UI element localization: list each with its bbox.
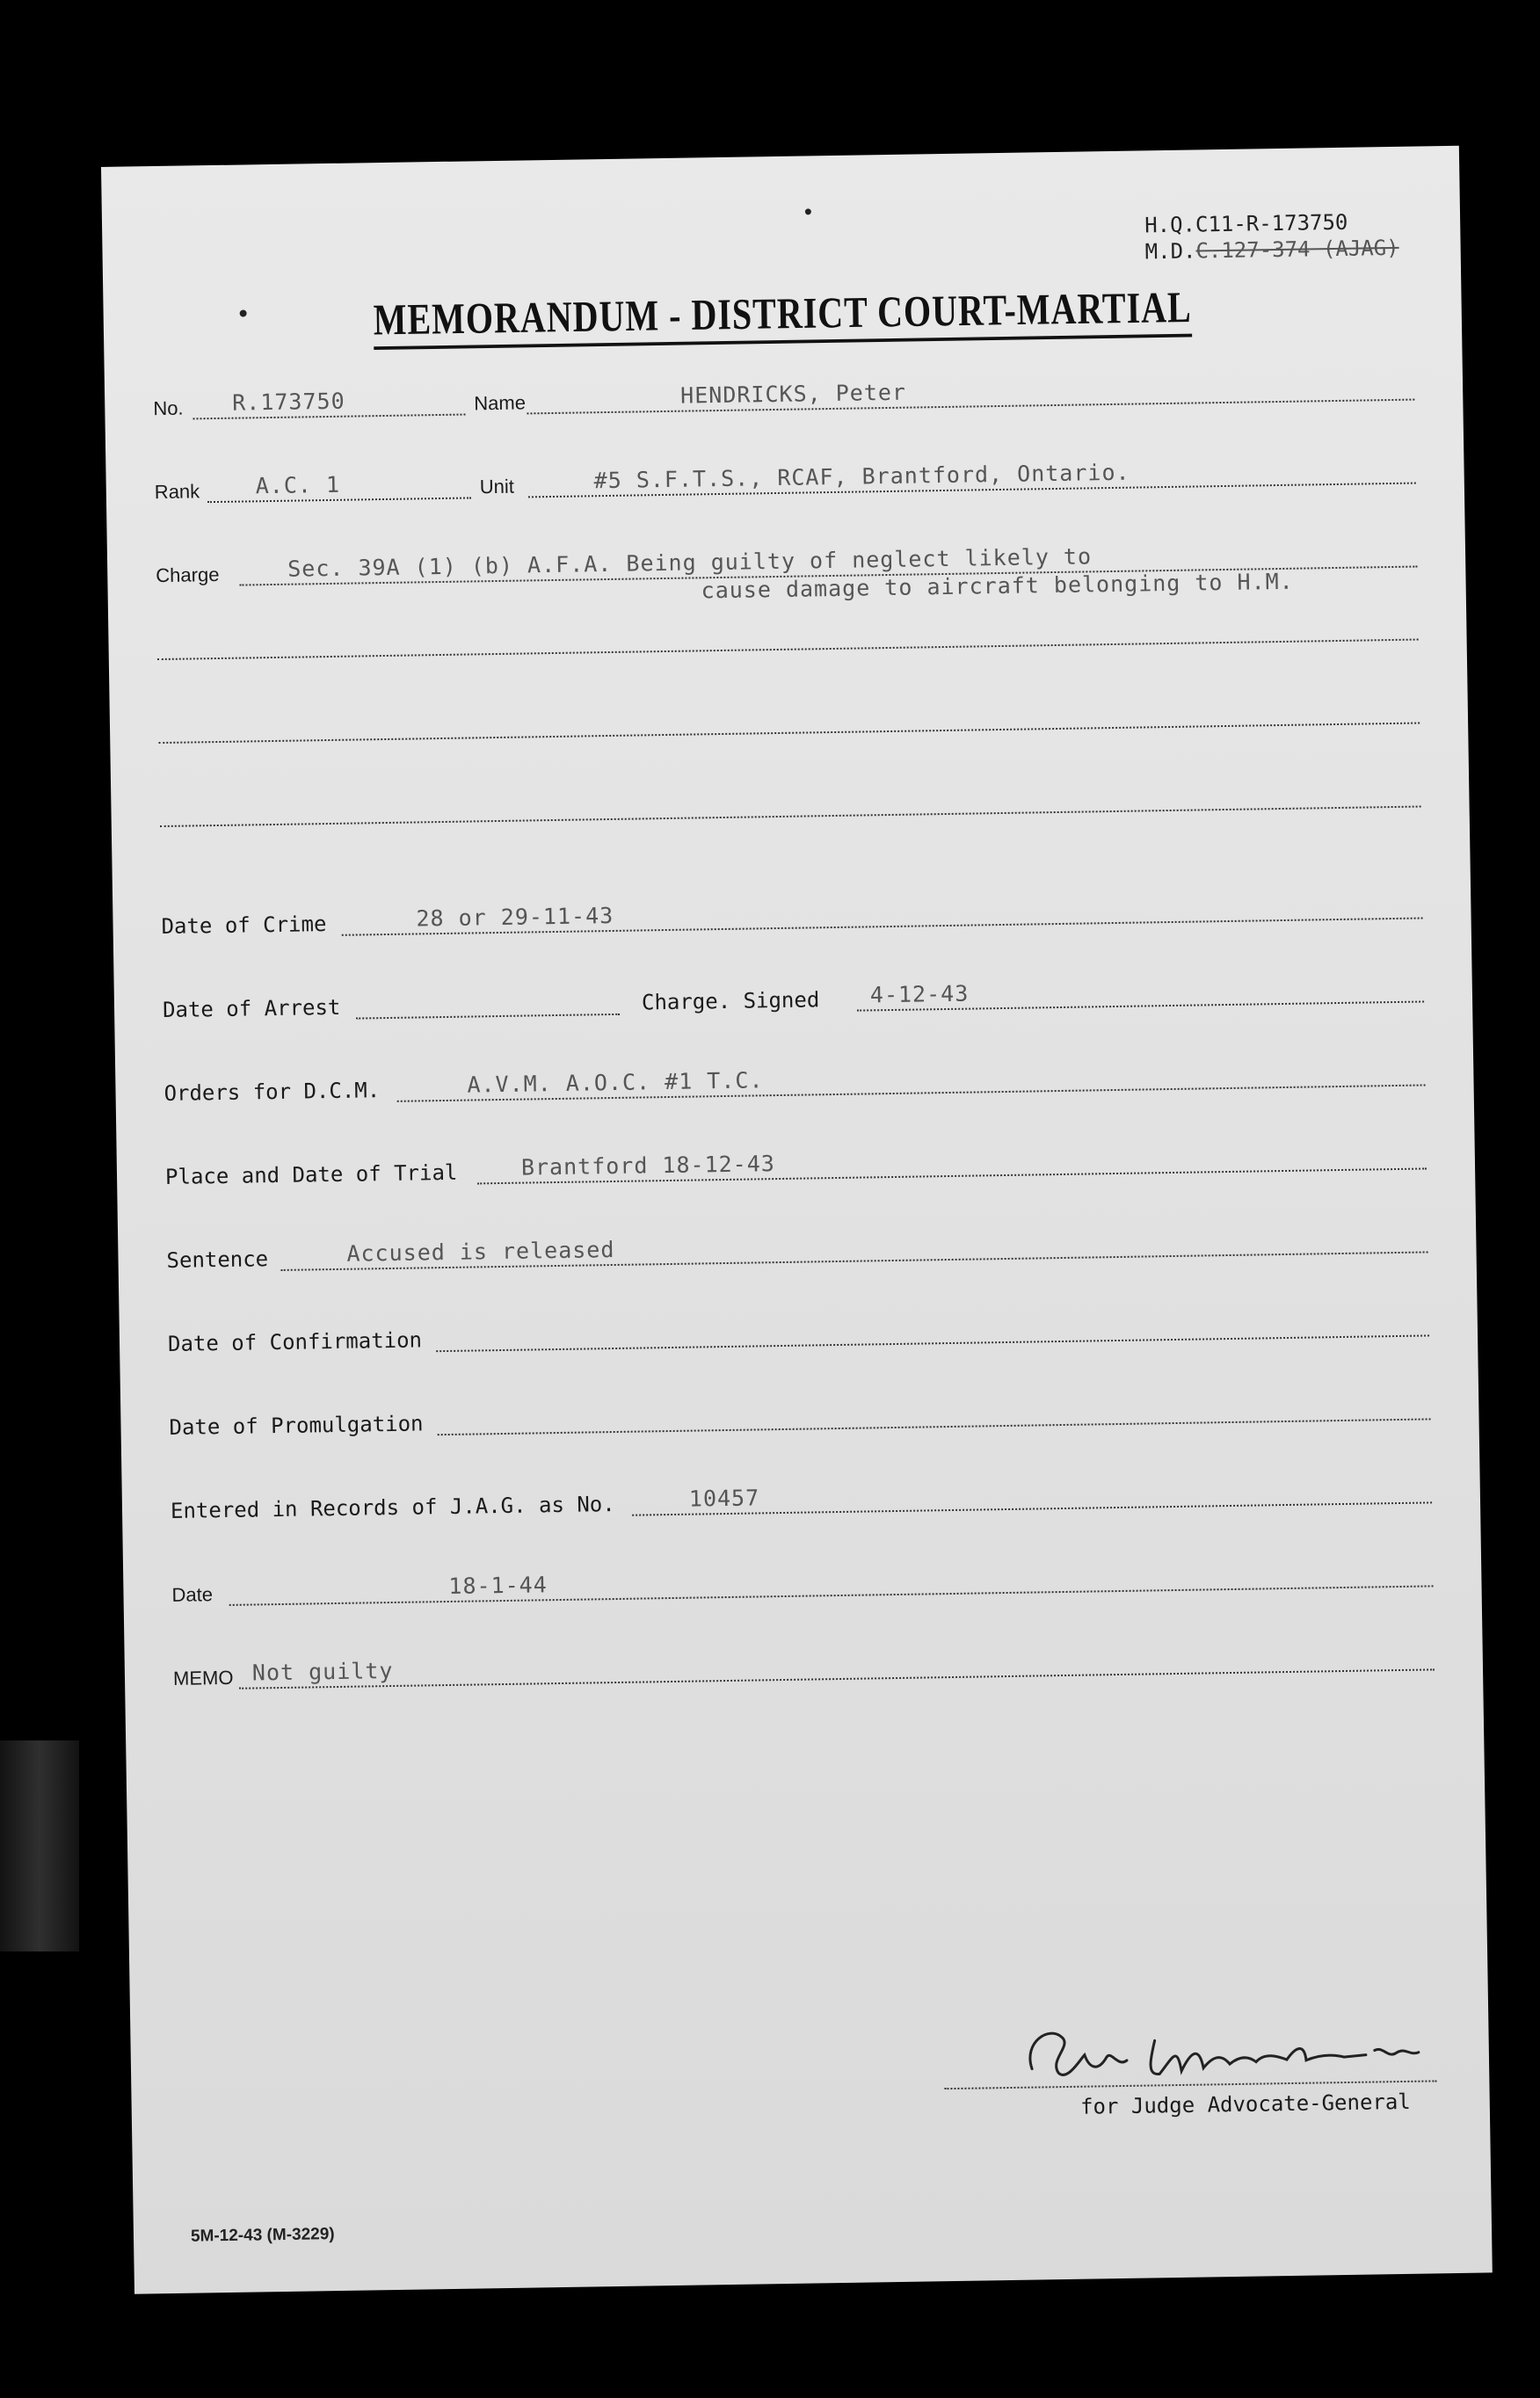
row-sentence bbox=[166, 1223, 1427, 1278]
promulgation-label: Date of Promulgation bbox=[169, 1411, 424, 1440]
paper-speck bbox=[805, 208, 811, 214]
row-charge bbox=[156, 538, 1417, 604]
md-reference-prefix: M.D. bbox=[1144, 238, 1196, 265]
sentence-label: Sentence bbox=[166, 1246, 269, 1273]
date-fill-line bbox=[229, 1585, 1434, 1606]
memorandum-sheet bbox=[101, 146, 1493, 2294]
date-label: Date bbox=[171, 1583, 214, 1606]
row-date bbox=[171, 1557, 1433, 1612]
name-value: HENDRICKS, Peter bbox=[679, 379, 907, 409]
unit-value: #5 S.F.T.S., RCAF, Brantford, Ontario. bbox=[593, 459, 1130, 494]
charge-continuation-line bbox=[158, 723, 1420, 745]
name-fill-line bbox=[527, 399, 1414, 415]
md-reference bbox=[1144, 235, 1398, 265]
reference-numbers bbox=[1144, 208, 1399, 265]
scan-border-artifact bbox=[0, 1740, 79, 1951]
row-rank-unit bbox=[154, 454, 1415, 510]
date-value: 18-1-44 bbox=[448, 1572, 548, 1599]
date-of-crime-label: Date of Crime bbox=[161, 912, 327, 940]
charge-text-line-2: cause damage to aircraft belonging to H.M. bbox=[701, 568, 1294, 604]
service-number: R.173750 bbox=[232, 388, 345, 416]
confirmation-label: Date of Confirmation bbox=[167, 1327, 423, 1356]
jag-record-value: 10457 bbox=[688, 1485, 760, 1512]
number-label: No. bbox=[153, 396, 184, 420]
row-confirmation bbox=[168, 1306, 1429, 1362]
charge-signed-label: Charge. Signed bbox=[641, 987, 820, 1015]
sentence-value: Accused is released bbox=[346, 1236, 615, 1267]
name-label: Name bbox=[474, 391, 527, 415]
orders-label: Orders for D.C.M. bbox=[163, 1078, 381, 1107]
row-trial bbox=[165, 1139, 1427, 1195]
rank-label: Rank bbox=[154, 480, 200, 504]
row-date-of-crime bbox=[161, 889, 1422, 944]
date-of-arrest-fill-line bbox=[356, 1014, 620, 1020]
row-memo bbox=[173, 1640, 1435, 1696]
row-orders bbox=[163, 1056, 1425, 1111]
jag-record-label: Entered in Records of J.A.G. as No. bbox=[170, 1492, 615, 1523]
confirmation-fill-line bbox=[436, 1334, 1429, 1352]
charge-signed-value: 4-12-43 bbox=[869, 980, 970, 1008]
memo-label: MEMO bbox=[172, 1666, 234, 1690]
document-title bbox=[103, 277, 1462, 350]
hq-reference: H.Q.C11-R-173750 bbox=[1144, 209, 1348, 238]
charge-label: Charge bbox=[156, 563, 220, 587]
trial-label: Place and Date of Trial bbox=[164, 1159, 458, 1189]
unit-label: Unit bbox=[479, 475, 515, 498]
row-arrest-charge-signed bbox=[163, 972, 1424, 1028]
promulgation-fill-line bbox=[438, 1418, 1431, 1435]
row-jag-record bbox=[171, 1473, 1432, 1529]
trial-value: Brantford 18-12-43 bbox=[520, 1151, 776, 1181]
md-reference-struck: C.127-374 (AJAG) bbox=[1195, 235, 1399, 264]
document-title-text: MEMORANDUM - DISTRICT COURT-MARTIAL bbox=[373, 282, 1192, 350]
orders-value: A.V.M. A.O.C. #1 T.C. bbox=[467, 1067, 764, 1098]
rank-value: A.C. 1 bbox=[255, 471, 341, 499]
rank-fill-line bbox=[207, 497, 471, 503]
memo-fill-line bbox=[239, 1668, 1435, 1689]
row-promulgation bbox=[169, 1390, 1430, 1445]
memo-value: Not guilty bbox=[251, 1657, 394, 1686]
signature-caption: for Judge Advocate-General bbox=[1079, 2089, 1411, 2119]
form-number: 5M-12-43 (M-3229) bbox=[190, 2225, 335, 2246]
charge-continuation-line bbox=[157, 639, 1419, 661]
date-of-arrest-label: Date of Arrest bbox=[162, 994, 341, 1023]
row-number-name bbox=[153, 371, 1414, 426]
charge-continuation-line bbox=[160, 806, 1421, 828]
date-of-crime-value: 28 or 29-11-43 bbox=[416, 902, 614, 932]
charge-text-line-1: Sec. 39A (1) (b) A.F.A. Being guilty of neglect likely to bbox=[287, 543, 1093, 582]
